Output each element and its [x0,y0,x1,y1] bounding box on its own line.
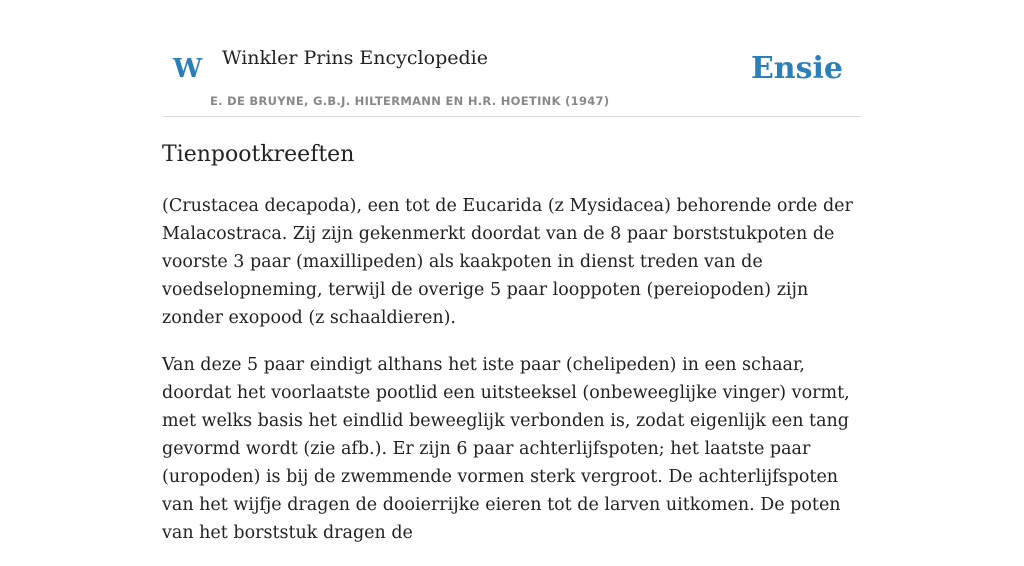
encyclopedia-logo[interactable]: W [173,54,203,84]
entry-paragraph: Van deze 5 paar eindigt althans het iste paar (chelipeden) in een schaar, doordat het voorlaatste pootlid een uitsteeksel (onbeweeglijke vinger) vormt, met welks basis het eindlid beweeglijk verbonden is, zodat eigenlijk een tang gevormd wordt (zie afb.). Er zijn 6 paar achterlijfspoten; het laatste paar (uropoden) is bij de zwemmende vormen sterk vergroot. De achterlijfspoten van het wijfje dragen de dooierrijke eieren tot de larven uitkomen. De poten van het borststuk dragen de [162,355,850,543]
entry-title: Tienpootkreeften [162,142,355,167]
brand-logo[interactable]: Ensie [750,51,843,86]
site-header [162,0,862,117]
page [162,0,862,543]
entry-paragraph: (Crustacea decapoda), een tot de Eucarida (z Mysidacea) behorende orde der Malacostraca. Zij zijn gekenmerkt doordat van de 8 paar borststukpoten de voorste 3 paar (maxillipeden) als kaakpoten in dienst treden van de voedselopneming, terwijl de overige 5 paar looppoten (pereiopoden) zijn zonder exopood (z schaaldieren). [162,196,853,328]
source-title[interactable]: Winkler Prins Encyclopedie [222,47,488,69]
entry-body [162,192,862,566]
source-authors: E. DE BRUYNE, G.B.J. HILTERMANN EN H.R. HOETINK (1947) [210,94,610,108]
